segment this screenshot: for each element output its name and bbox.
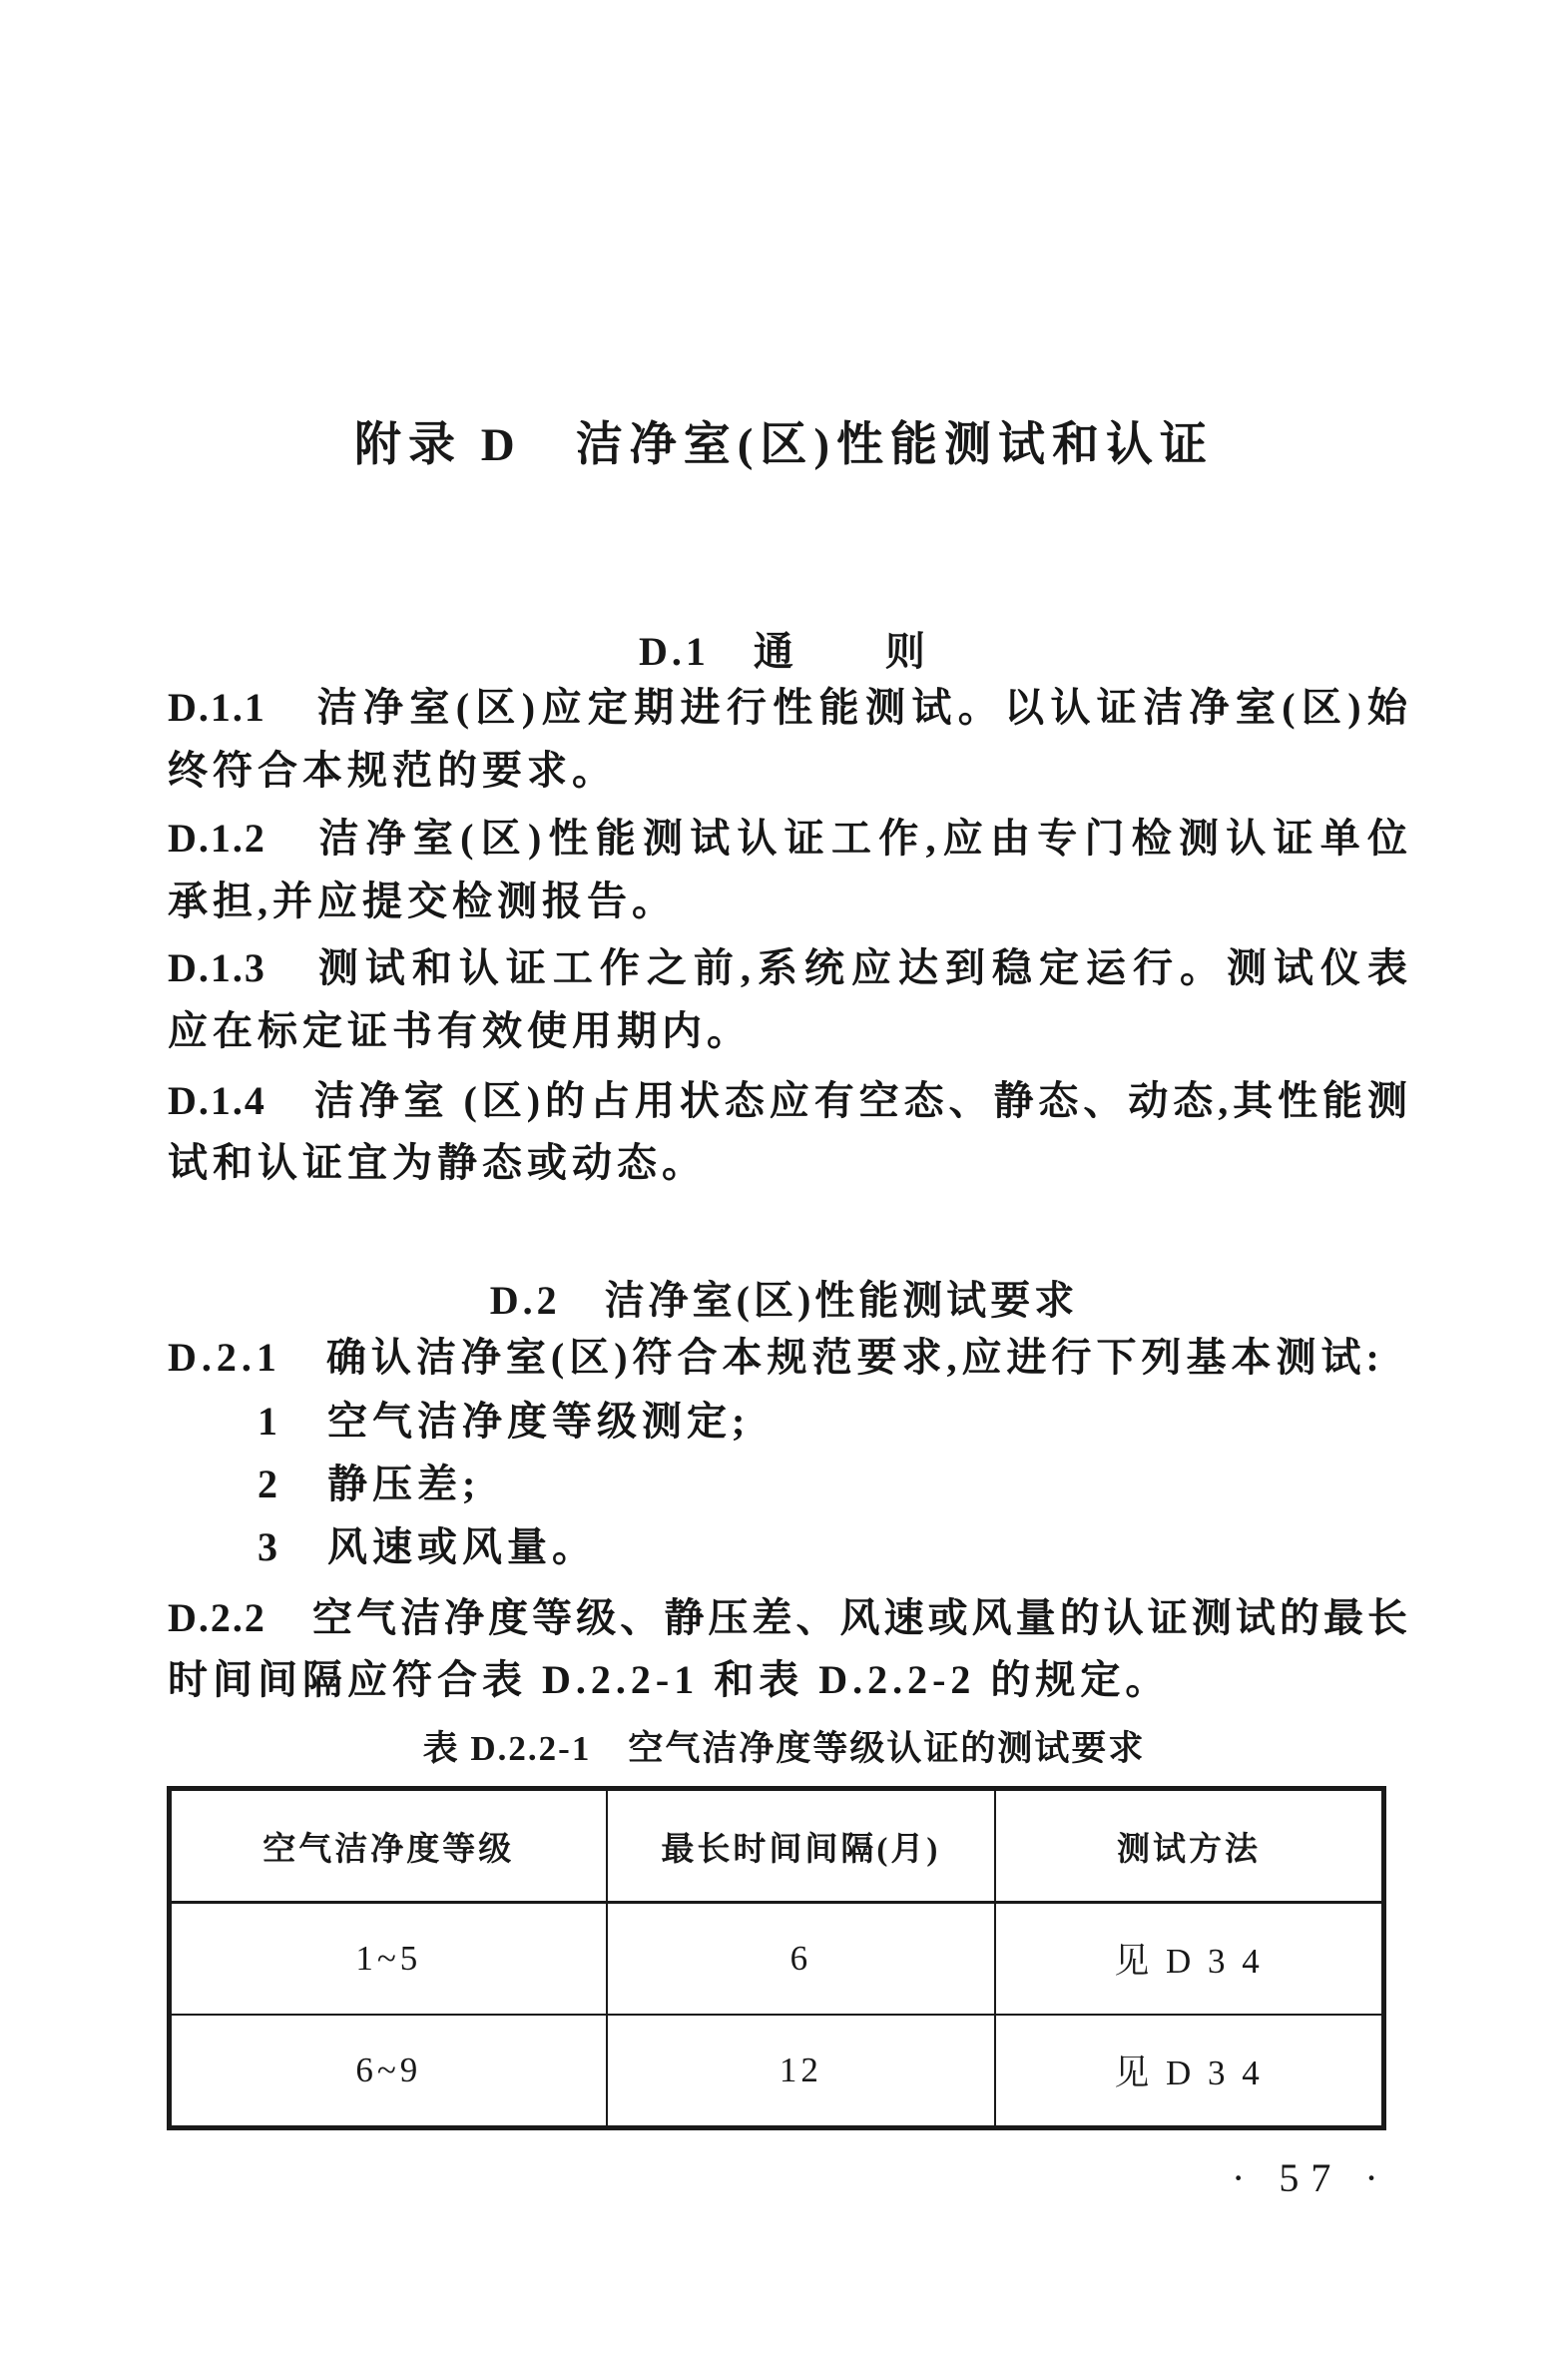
cell-class-1-5: 1~5 <box>170 1903 607 2016</box>
cell-interval-6: 6 <box>607 1903 995 2016</box>
clause-d13-line2: 应在标定证书有效使用期内。 <box>168 1008 752 1053</box>
clause-d13-line1: D.1.3 测试和认证工作之前,系统应达到稳定运行。测试仪表 <box>168 945 1409 990</box>
list-item-1: 1 空气洁净度等级测定; <box>258 1399 751 1444</box>
clause-d22-line2: 时间间隔应符合表 D.2.2-1 和表 D.2.2-2 的规定。 <box>168 1657 1171 1702</box>
cell-class-6-9: 6~9 <box>170 2015 607 2128</box>
certification-requirements-table <box>167 1786 1386 2130</box>
appendix-title: 附录 D 洁净室(区)性能测试和认证 <box>354 419 1214 472</box>
clause-d11-line2: 终符合本规范的要求。 <box>168 748 617 793</box>
list-item-3: 3 风速或风量。 <box>258 1524 597 1569</box>
clause-d11-line1: D.1.1 洁净室(区)应定期进行性能测试。以认证洁净室(区)始 <box>168 685 1409 730</box>
clause-d14-line1: D.1.4 洁净室 (区)的占用状态应有空态、静态、动态,其性能测 <box>168 1078 1409 1123</box>
table-row <box>170 1903 1384 2016</box>
header-cleanliness-class: 空气洁净度等级 <box>170 1789 607 1903</box>
clause-d21-line1: D.2.1 确认洁净室(区)符合本规范要求,应进行下列基本测试: <box>168 1335 1384 1380</box>
page-number: · 57 · <box>1232 2155 1390 2200</box>
section-d2-heading: D.2 洁净室(区)性能测试要求 <box>489 1278 1079 1324</box>
cell-method-row2: 见 D 3 4 <box>995 2015 1383 2128</box>
table-caption: 表 D.2.2-1 空气洁净度等级认证的测试要求 <box>422 1729 1146 1768</box>
table-header-row <box>170 1789 1384 1903</box>
header-test-method: 测试方法 <box>995 1789 1383 1903</box>
clause-d14-line2: 试和认证宜为静态或动态。 <box>168 1140 707 1185</box>
section-d1-heading: D.1 通 则 <box>639 629 929 675</box>
clause-d12-line1: D.1.2 洁净室(区)性能测试认证工作,应由专门检测认证单位 <box>168 816 1409 861</box>
table-row <box>170 2015 1384 2128</box>
cell-method-row1: 见 D 3 4 <box>995 1903 1383 2016</box>
cell-interval-12: 12 <box>607 2015 995 2128</box>
list-item-2: 2 静压差; <box>258 1462 481 1506</box>
clause-d12-line2: 承担,并应提交检测报告。 <box>168 879 677 923</box>
header-max-interval: 最长时间间隔(月) <box>607 1789 995 1903</box>
clause-d22-line1: D.2.2 空气洁净度等级、静压差、风速或风量的认证测试的最长 <box>168 1595 1409 1640</box>
